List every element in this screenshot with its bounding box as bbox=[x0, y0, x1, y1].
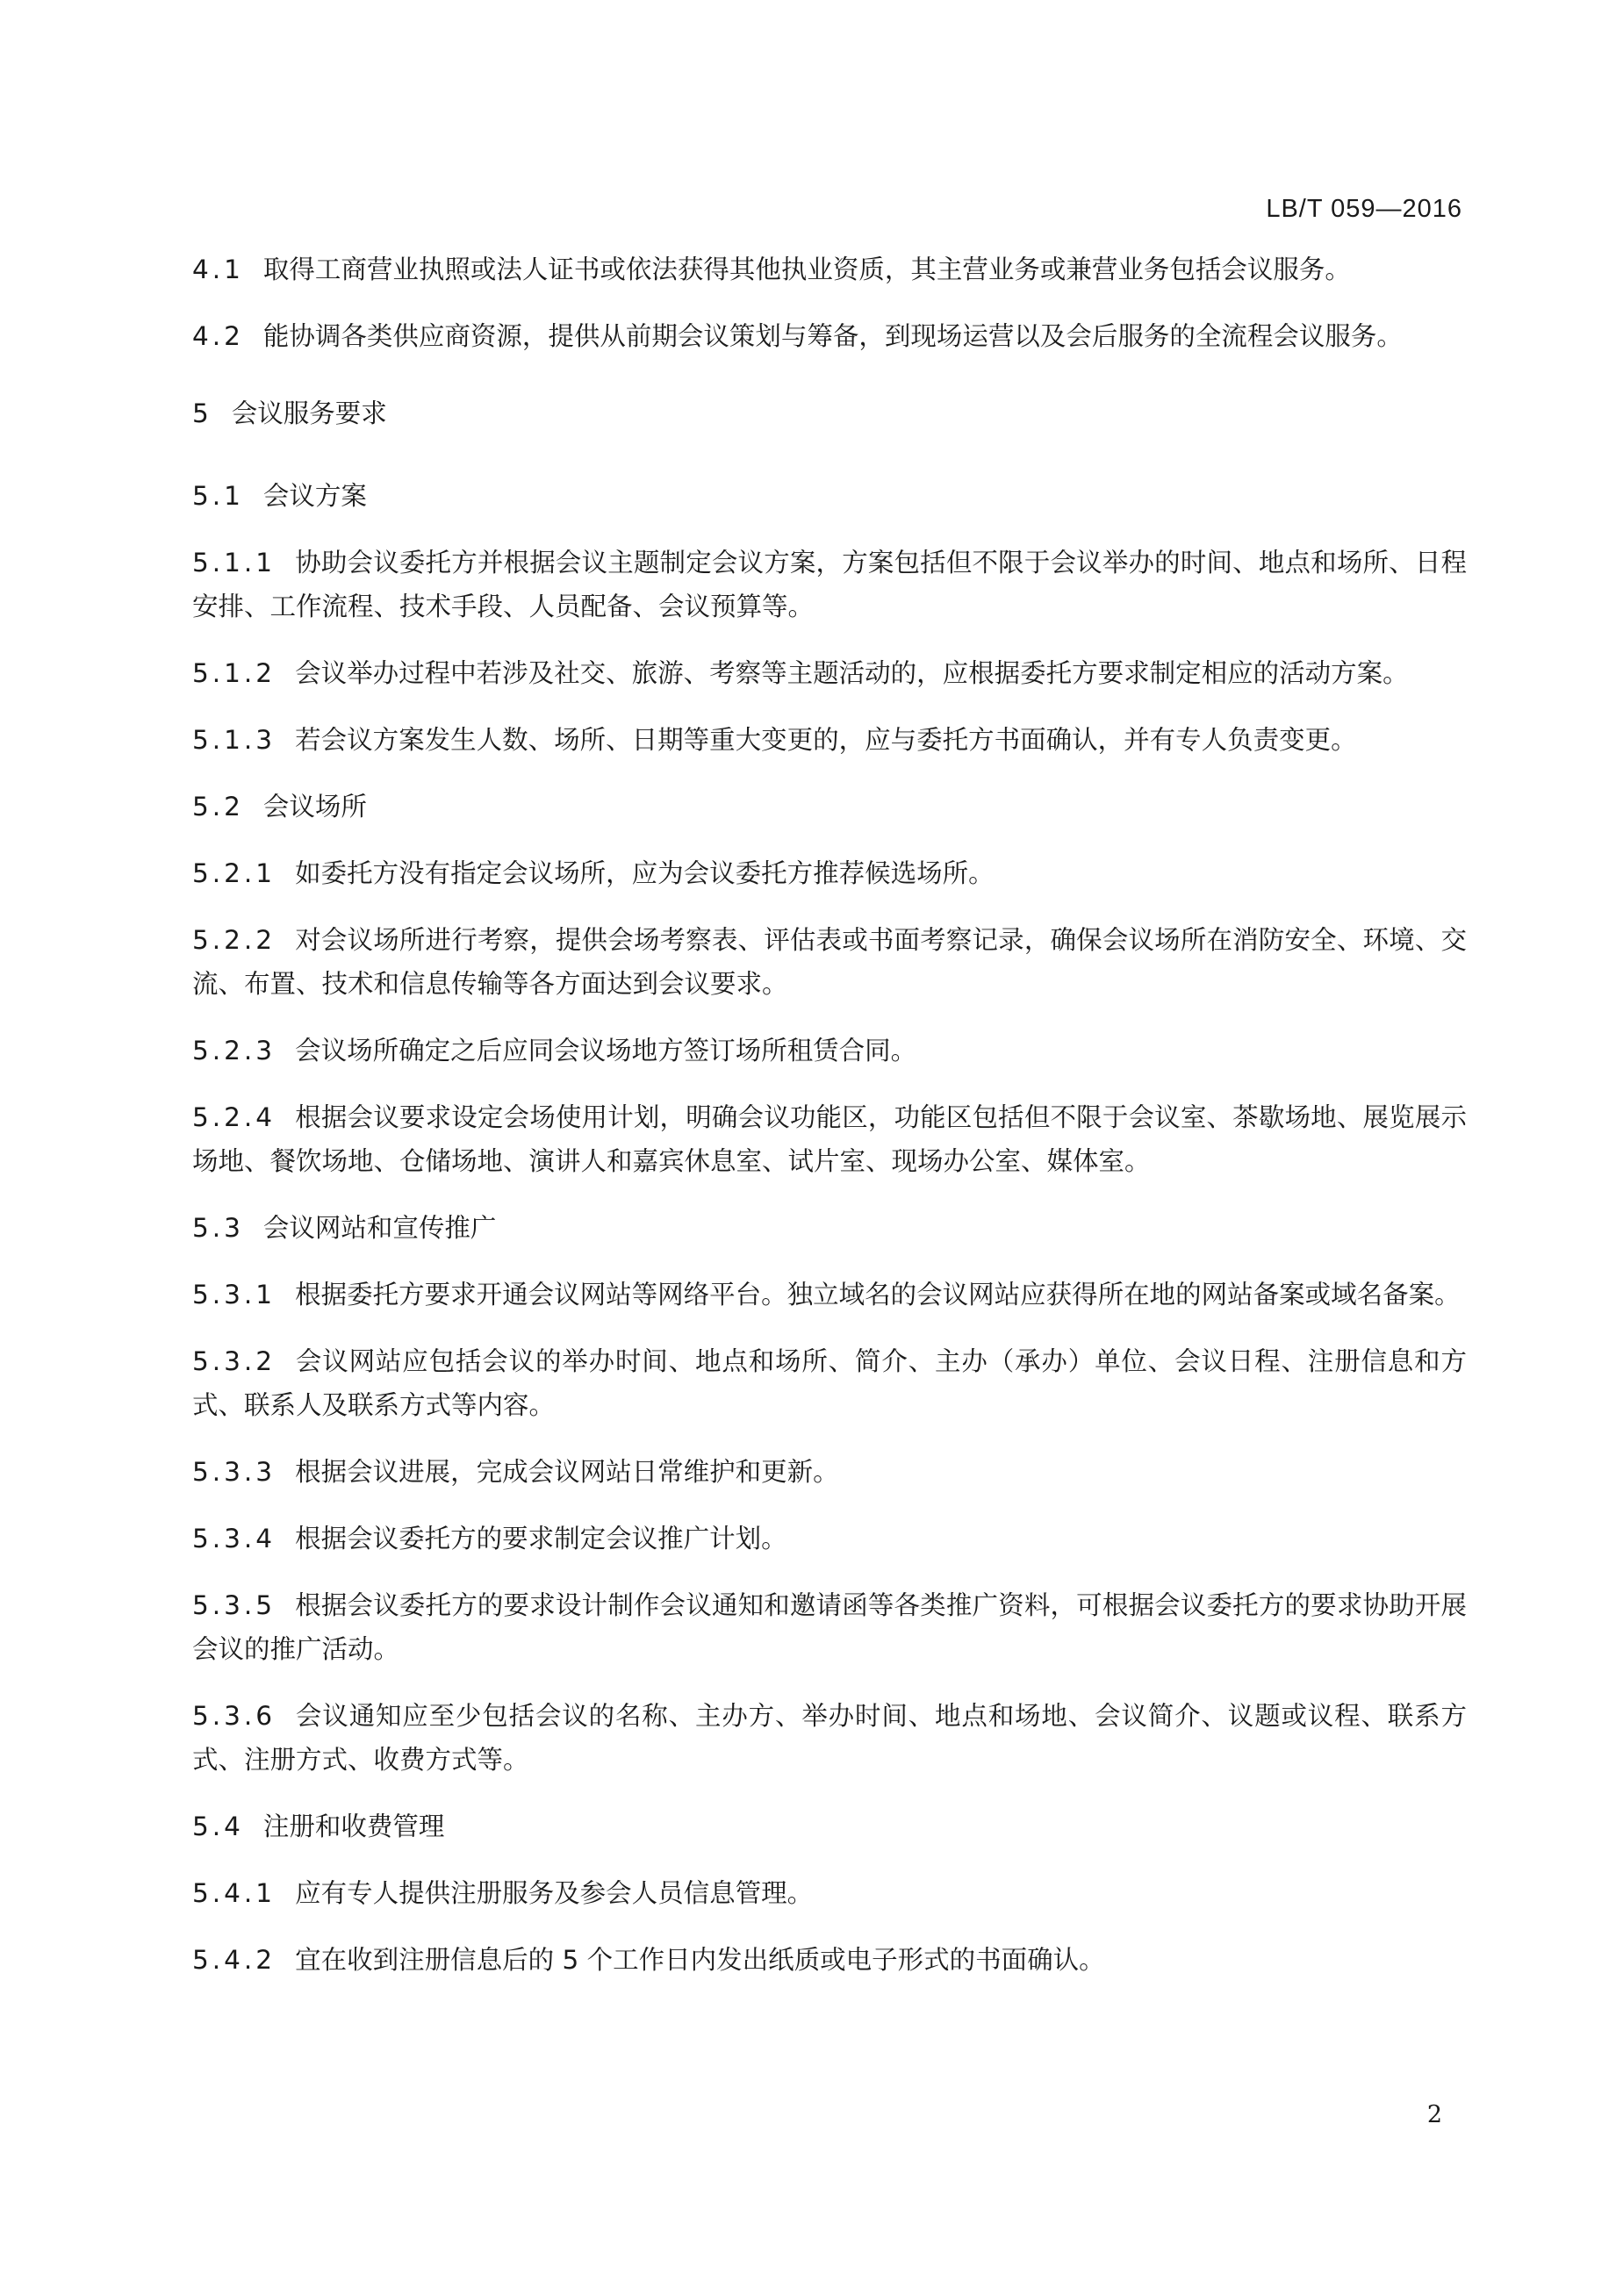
clause-5-1-3 bbox=[192, 718, 1467, 762]
page-number: 2 bbox=[1426, 2101, 1442, 2128]
clause-text: 能协调各类供应商资源，提供从前期会议策划与筹备，到现场运营以及会后服务的全流程会议服务。 bbox=[262, 321, 1403, 351]
clause-number: 5.1.3 bbox=[192, 725, 276, 755]
clause-text: 会议举办过程中若涉及社交、旅游、考察等主题活动的，应根据委托方要求制定相应的活动方案。 bbox=[295, 658, 1409, 688]
document-body bbox=[192, 248, 1467, 2005]
clause-text: 应有专人提供注册服务及参会人员信息管理。 bbox=[295, 1878, 814, 1908]
section-heading-5-2 bbox=[192, 785, 1467, 829]
clause-5-3-2 bbox=[192, 1339, 1467, 1427]
clause-5-2-2 bbox=[192, 918, 1467, 1006]
clause-text: 若会议方案发生人数、场所、日期等重大变更的，应与委托方书面确认，并有专人负责变更。 bbox=[295, 725, 1357, 755]
clause-5-3-6 bbox=[192, 1694, 1467, 1782]
clause-number: 5 bbox=[192, 398, 212, 428]
clause-number: 5.2.3 bbox=[192, 1036, 276, 1065]
clause-text: 根据会议委托方的要求设计制作会议通知和邀请函等各类推广资料，可根据会议委托方的要求协助开展会议的推广活动。 bbox=[192, 1590, 1467, 1664]
clause-number: 5.3.5 bbox=[192, 1590, 276, 1620]
standard-code: LB/T 059—2016 bbox=[1266, 195, 1462, 223]
section-heading-5-4 bbox=[192, 1805, 1467, 1848]
clause-text: 如委托方没有指定会议场所，应为会议委托方推荐候选场所。 bbox=[295, 858, 995, 888]
clause-5-3-4 bbox=[192, 1517, 1467, 1561]
clause-5-4-1 bbox=[192, 1871, 1467, 1915]
clause-text: 根据会议进展，完成会议网站日常维护和更新。 bbox=[295, 1457, 839, 1487]
clause-5-1-2 bbox=[192, 651, 1467, 695]
clause-number: 5.2.2 bbox=[192, 925, 276, 955]
clause-number: 5.4.1 bbox=[192, 1878, 276, 1908]
clause-number: 5.1.2 bbox=[192, 658, 276, 688]
section-heading-5-1 bbox=[192, 474, 1467, 518]
heading-text: 会议方案 bbox=[262, 481, 367, 511]
section-heading-5 bbox=[192, 391, 1467, 435]
clause-number: 5.2.4 bbox=[192, 1102, 276, 1132]
clause-5-3-5 bbox=[192, 1583, 1467, 1671]
heading-text: 会议场所 bbox=[262, 792, 367, 822]
heading-text: 会议服务要求 bbox=[231, 398, 387, 428]
clause-number: 4.1 bbox=[192, 255, 244, 284]
clause-text: 根据会议委托方的要求制定会议推广计划。 bbox=[295, 1524, 787, 1553]
heading-text: 注册和收费管理 bbox=[262, 1812, 445, 1841]
heading-text: 会议网站和宣传推广 bbox=[262, 1213, 497, 1243]
clause-number: 5.3.3 bbox=[192, 1457, 276, 1487]
clause-text: 根据会议要求设定会场使用计划，明确会议功能区，功能区包括但不限于会议室、茶歇场地、展览展示场地、餐饮场地、仓储场地、演讲人和嘉宾休息室、试片室、现场办公室、媒体室。 bbox=[192, 1102, 1467, 1176]
clause-text: 协助会议委托方并根据会议主题制定会议方案，方案包括但不限于会议举办的时间、地点和场所、日程安排、工作流程、技术手段、人员配备、会议预算等。 bbox=[192, 548, 1467, 621]
clause-number: 5.3.1 bbox=[192, 1280, 276, 1309]
clause-number: 4.2 bbox=[192, 321, 244, 351]
clause-5-4-2 bbox=[192, 1938, 1467, 1982]
clause-5-1-1 bbox=[192, 541, 1467, 628]
clause-4-1 bbox=[192, 248, 1467, 291]
clause-text: 会议网站应包括会议的举办时间、地点和场所、简介、主办（承办）单位、会议日程、注册信息和方式、联系人及联系方式等内容。 bbox=[192, 1346, 1467, 1420]
clause-number: 5.1.1 bbox=[192, 548, 276, 578]
clause-text: 会议通知应至少包括会议的名称、主办方、举办时间、地点和场地、会议简介、议题或议程、联系方式、注册方式、收费方式等。 bbox=[192, 1701, 1467, 1775]
clause-text: 根据委托方要求开通会议网站等网络平台。独立域名的会议网站应获得所在地的网站备案或域名备案。 bbox=[295, 1280, 1461, 1309]
clause-5-2-1 bbox=[192, 851, 1467, 895]
clause-text: 对会议场所进行考察，提供会场考察表、评估表或书面考察记录，确保会议场所在消防安全、环境、交流、布置、技术和信息传输等各方面达到会议要求。 bbox=[192, 925, 1467, 999]
clause-number: 5.3.6 bbox=[192, 1701, 276, 1731]
clause-number: 5.3.4 bbox=[192, 1524, 276, 1553]
clause-text: 宜在收到注册信息后的 5 个工作日内发出纸质或电子形式的书面确认。 bbox=[295, 1945, 1105, 1975]
clause-number: 5.2 bbox=[192, 792, 244, 822]
clause-5-3-1 bbox=[192, 1273, 1467, 1317]
clause-number: 5.1 bbox=[192, 481, 244, 511]
clause-5-2-4 bbox=[192, 1095, 1467, 1183]
clause-number: 5.4 bbox=[192, 1812, 244, 1841]
clause-5-3-3 bbox=[192, 1450, 1467, 1494]
clause-4-2 bbox=[192, 314, 1467, 358]
clause-text: 取得工商营业执照或法人证书或依法获得其他执业资质，其主营业务或兼营业务包括会议服务。 bbox=[262, 255, 1351, 284]
clause-number: 5.2.1 bbox=[192, 858, 276, 888]
clause-number: 5.3 bbox=[192, 1213, 244, 1243]
clause-5-2-3 bbox=[192, 1029, 1467, 1073]
section-heading-5-3 bbox=[192, 1206, 1467, 1250]
clause-number: 5.4.2 bbox=[192, 1945, 276, 1975]
clause-text: 会议场所确定之后应同会议场地方签订场所租赁合同。 bbox=[295, 1036, 917, 1065]
clause-number: 5.3.2 bbox=[192, 1346, 276, 1376]
